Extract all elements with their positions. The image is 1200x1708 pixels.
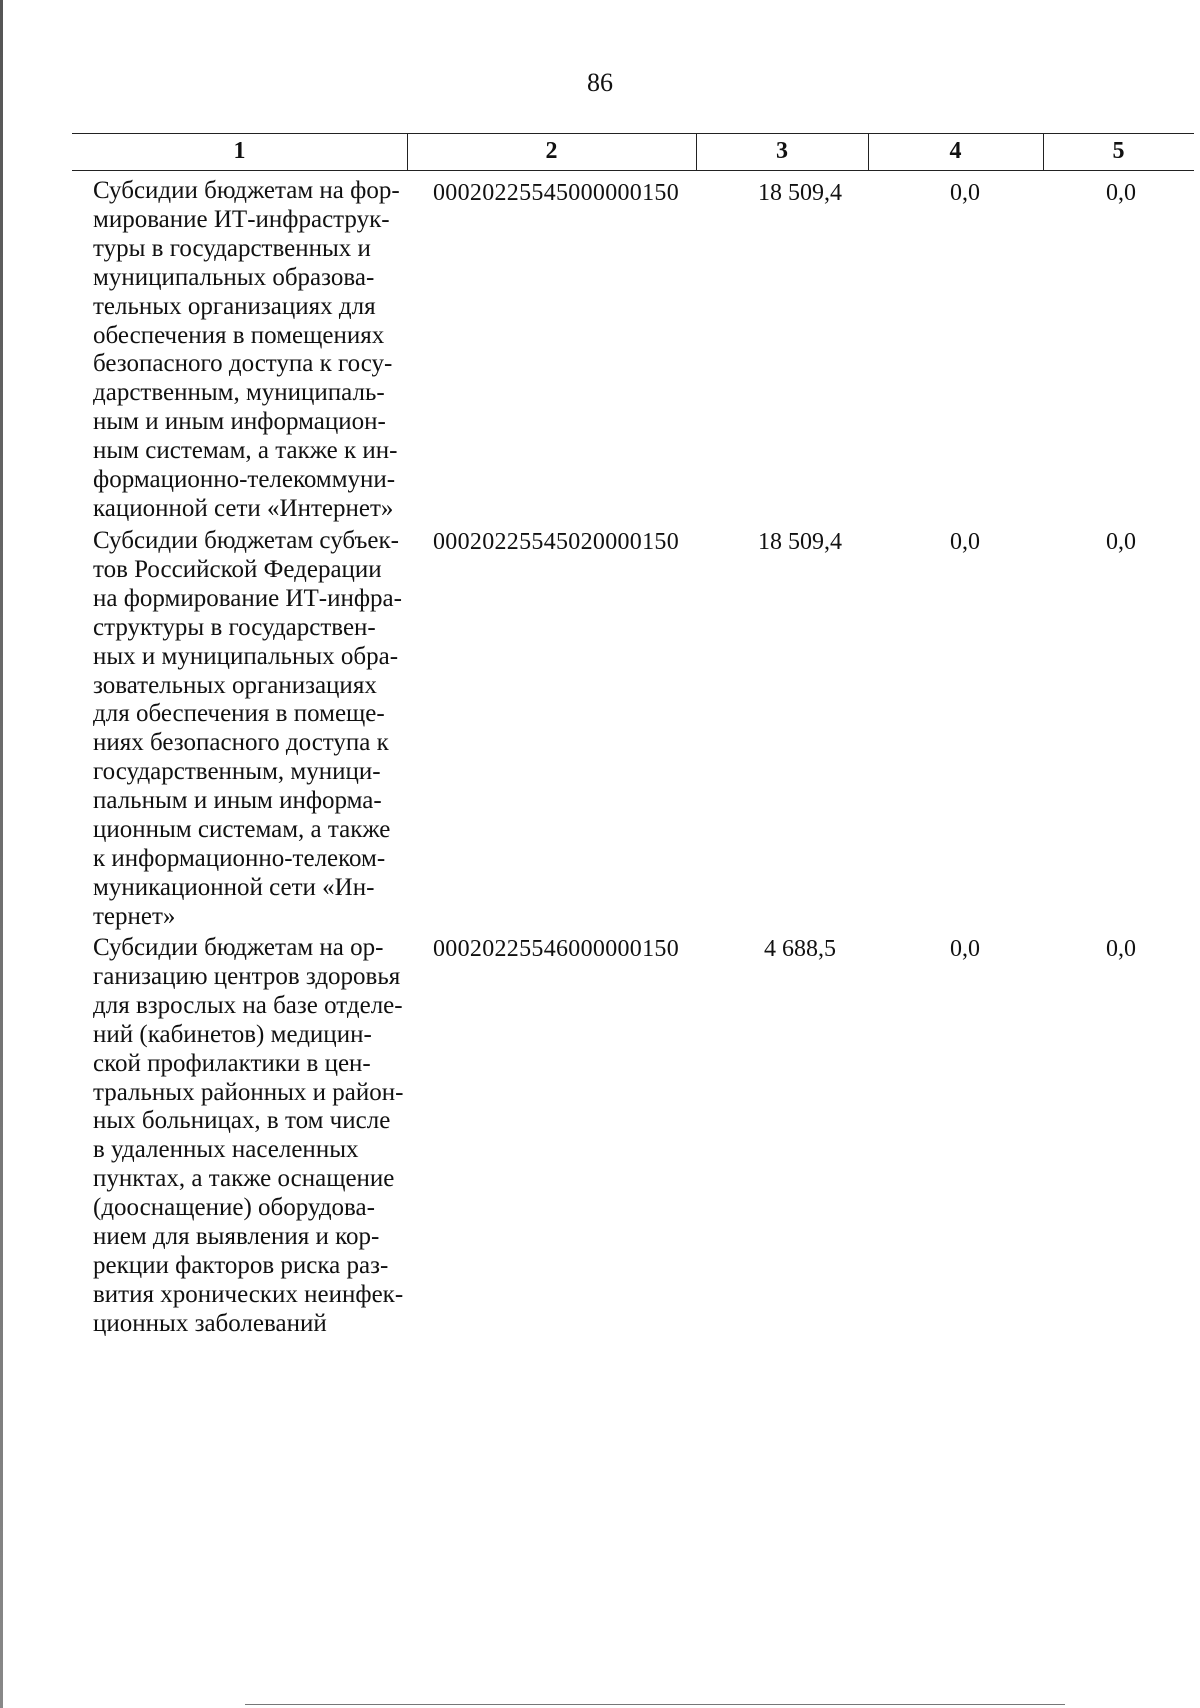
header-col-3: 3 [776, 138, 788, 164]
row-code: 00020225546000000150 [433, 936, 679, 962]
header-col-4: 4 [949, 138, 962, 164]
scan-left-edge [0, 0, 3, 1708]
row-value-col4: 0,0 [950, 936, 980, 962]
row-value-col5: 0,0 [1106, 180, 1136, 206]
row-description: Субсидии бюджетам на ор- ганизацию центров здоровья для взрослых на базе отделе- ний (кабинетов) медицин- ской профилактики в цен- тральных районных и район- ных больницах, в том числе в удаленных населенных пунктах, а также оснащение (дооснащение) оборудова- нием для выявления и кор- рекции факторов риска раз- вития хронических неинфек- ционных заболеваний [93, 934, 404, 1337]
header-col-1: 1 [233, 138, 246, 164]
row-value-col3: 4 688,5 [764, 936, 836, 962]
page-number: 86 [587, 68, 613, 97]
row-value-col5: 0,0 [1106, 936, 1136, 962]
row-value-col3: 18 509,4 [758, 180, 842, 206]
row-code: 00020225545020000150 [433, 529, 679, 555]
page-bottom-rule [245, 1704, 1065, 1705]
row-value-col5: 0,0 [1106, 529, 1136, 555]
header-top-border [72, 133, 1194, 134]
row-value-col4: 0,0 [950, 180, 980, 206]
header-col-2: 2 [545, 138, 558, 164]
row-value-col4: 0,0 [950, 529, 980, 555]
row-code: 00020225545000000150 [433, 180, 679, 206]
row-description: Субсидии бюджетам субъек- тов Российской Федерации на формирование ИТ-инфра- структуры в государствен- ных и муниципальных обра- зовательных организациях для обеспечения в помеще- ниях безопасного доступа к государственным, муници- пальным и иным информа- ционным системам, а также к информационно-телеком- муникационной сети «Ин- тернет» [93, 527, 402, 930]
row-value-col3: 18 509,4 [758, 529, 842, 555]
header-col-5: 5 [1112, 138, 1125, 164]
header-bottom-border [72, 170, 1194, 171]
row-description: Субсидии бюджетам на фор- мирование ИТ-инфраструк- туры в государственных и муниципальных образова- тельных организациях для обеспечения в помещениях безопасного доступа к госу- дарственным, муниципаль- ным и иным информацион- ным системам, а также к ин- формационно-телекоммуни- кационной сети «Интернет» [93, 177, 400, 522]
